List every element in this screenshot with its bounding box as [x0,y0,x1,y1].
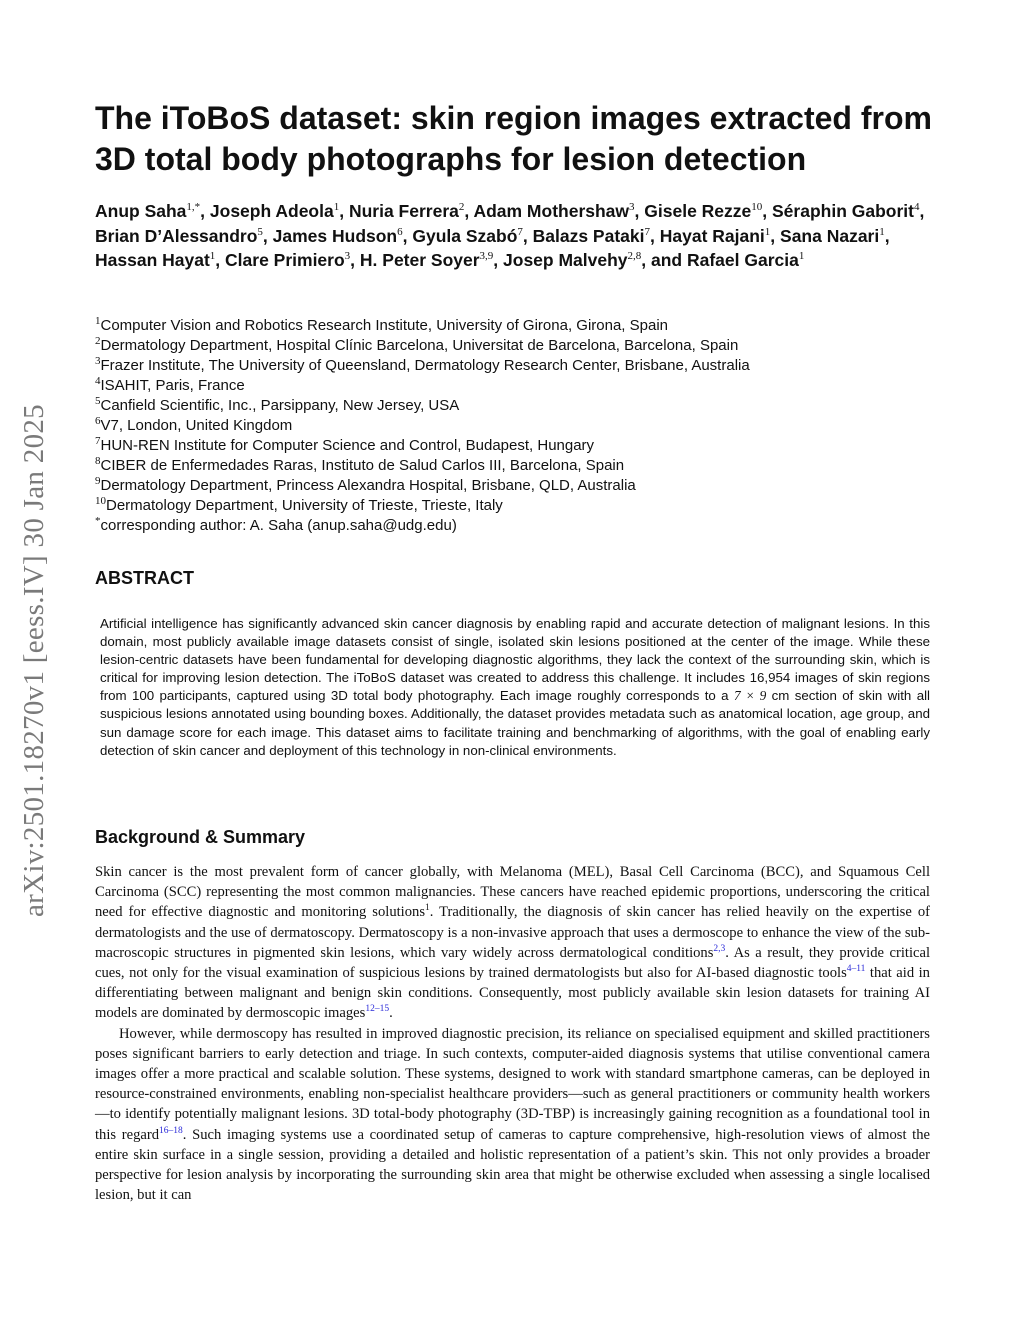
affiliation-text: corresponding author: A. Saha (anup.saha@udg.edu) [100,517,457,534]
author-name: Séraphin Gaborit [772,201,914,221]
author-affiliation-mark: 4 [913,201,920,214]
body-text-segment: . Such imaging systems use a coordinated setup of cameras to capture comprehensive, high-resolution views of almost the entire skin surface in a single session, providing a detailed and holistic representation of a patient’s skin. This not only provides a broader perspective for lesion analysis by incorporating the surrounding skin area that might be otherwise excluded when assessing a single localised lesion, but it can [95,1126,930,1204]
body-text-segment: that aid in differentiating between malignant and benign skin conditions. Consequently, most publicly available skin lesion datasets for training AI models are dominated by dermoscopic images [95,965,930,1022]
body-text-segment: . Traditionally, the diagnosis of skin cancer has relied heavily on the expertise of dermatologists and the use of dermatoscopy. Dermatoscopy is a non-invasive approach that uses a dermoscope to enhance the view of the sub-macroscopic structures in pigmented skin lesions, which vary widely across dermatological conditions [95,904,930,961]
author [473,201,634,221]
author [95,250,215,270]
abstract-text-part: cm section of skin with all suspicious lesions annotated using bounding boxes. Additionally, the dataset provides metadata such as anatomical location, age group, and sun damage score for each image. This dataset aims to facilitate training and benchmarking of algorithms, with the goal of enabling early detection of skin cancer and deployment of this technology in non-clinical environments. [100,688,930,758]
author-name: Balazs Pataki [532,225,645,246]
author [772,201,919,221]
abstract-heading: ABSTRACT [95,568,194,588]
affiliation-item [95,316,945,336]
affiliation-mark: 6 [95,415,101,427]
body-text-segment: . [389,1005,393,1022]
author-name: Joseph Adeola [209,201,334,221]
affiliation-text: CIBER de Enfermedades Raras, Instituto de Salud Carlos III, Barcelona, Spain [100,457,625,474]
arxiv-identifier-text: arXiv:2501.18270v1 [eess.IV] 30 Jan 2025 [17,403,50,917]
affiliation-mark: 7 [95,435,101,447]
affiliation-text: Computer Vision and Robotics Research Institute, University of Girona, Girona, Spain [100,317,668,334]
author-name: Rafael Garcia [686,250,799,270]
affiliation-item [95,396,945,416]
affiliation-mark: * [95,515,101,527]
body-text-segment: However, while dermoscopy has resulted in improved diagnostic precision, its reliance on specialised equipment and skilled practitioners poses significant barriers to early detection and triage. In such contexts, computer-aided diagnosis systems that utilise conventional camera images offer a more practical and scalable solution. These systems, designed to work with standard smartphone cameras, can be deployed in resource-constrained environments, enabling non-specialist healthcare providers—such as general practitioners or community health workers—to identify potentially malignant lesions. 3D total-body photography (3D-TBP) is increasingly gaining recognition as a foundational tool in this regard [95,1025,930,1143]
body-text-segment: Skin cancer is the most prevalent form of cancer globally, with Melanoma (MEL), Basal Cell Carcinoma (BCC), and Squamous Cell Carcinoma (SCC) representing the most common malignancies. These cancers have reached epidemic proportions, underscoring the critical need for effective diagnostic and monitoring solutions [95,864,930,921]
affiliation-list [95,316,945,536]
author-name: Clare Primiero [225,250,345,270]
affiliation-mark: 3 [95,355,101,367]
affiliation-mark: 10 [95,495,106,507]
citation-link[interactable]: 2,3 [713,943,726,954]
author [95,226,263,246]
author-affiliation-mark: 3 [344,250,351,263]
author-affiliation-mark: 1,* [186,201,201,214]
author-affiliation-mark: 7 [644,225,650,238]
affiliation-item [95,376,945,396]
affiliation-item [95,336,945,356]
affiliation-mark: 9 [95,475,101,487]
affiliation-text: Dermatology Department, Hospital Clínic Barcelona, Universitat de Barcelona, Barcelona, Spain [100,337,739,354]
author [533,226,650,246]
section-heading-background: Background & Summary [95,827,306,847]
affiliation-text: ISAHIT, Paris, France [100,377,245,394]
affiliation-text: HUN-REN Institute for Computer Science and Control, Budapest, Hungary [100,437,595,454]
affiliation-mark: 5 [95,395,101,407]
author [210,201,339,221]
section-body-background [95,862,930,1205]
author-name: Gisele Rezze [644,201,752,221]
affiliation-item [95,516,945,536]
author [360,250,493,270]
author [780,226,885,246]
author-affiliation-mark: 10 [751,201,763,214]
author-name: Anup Saha [95,201,187,221]
affiliation-mark: 2 [95,335,101,347]
author-name: Nuria Ferrera [348,201,459,221]
author-name: Adam Mothershaw [473,201,630,221]
citation-link[interactable]: 1 [425,903,430,914]
author-name: Hayat Rajani [659,225,765,246]
author [660,226,771,246]
author-list: Anup Saha$^{1,*}$, Joseph Adeola$^1$, Nuria Ferrera$^2$, Adam Mothershaw$^3$, Gisele Rezze$^{10}$, Séraphin Gaborit$^4$, Brian D’Alessandro$^5$, James Hudson$^6$, Gyula Szabó$^7$, Balazs Pataki$^7$, Hayat Rajani$^1$, Sana Nazari$^1$, Hassan Hayat$^1$, Clare Primiero$^3$, H. Peter Soyer$^{3,9}$, Josep Malvehy$^{2,8}$, and Rafael Garcia$^1$ [95,201,925,270]
paper-title: The iToBoS dataset: skin region images extracted from 3D total body photographs for lesion detection [95,100,932,177]
author [644,201,762,221]
affiliation-mark: 4 [95,375,101,387]
author-affiliation-mark: 1 [798,250,805,263]
body-text-segment: . As a result, they provide critical cues, not only for the visual examination of suspicious lesions by trained dermatologists but also for AI-based diagnostic tools [95,944,931,982]
author-affiliation-mark: 6 [397,225,403,238]
abstract-text-part: Artificial intelligence has significantly advanced skin cancer diagnosis by enabling rapid and accurate detection of malignant lesions. In this domain, most publicly available image datasets consist of single, isolated skin lesions positioned at the center of the image. While these lesion-centric datasets have been fundamental for developing diagnostic algorithms, they lack the context of the surrounding skin, which is critical for improving lesion detection. The iToBoS dataset was created to address this challenge. It includes 16,954 images of skin regions from 100 participants, captured using 3D total body photography. Each image roughly corresponds to a [100,616,930,704]
affiliation-item [95,436,945,456]
affiliation-item [95,456,945,476]
author-name: Gyula Szabó [412,225,518,246]
citation-link[interactable]: 4–11 [846,964,866,975]
affiliation-item [95,356,945,376]
author-name: Brian D’Alessandro [95,225,258,246]
author-name: Josep Malvehy [503,250,628,270]
affiliation-text: Dermatology Department, University of Trieste, Trieste, Italy [106,497,503,514]
author [687,250,804,270]
body-paragraph [95,1024,930,1206]
affiliation-text: Canfield Scientific, Inc., Parsippany, New Jersey, USA [100,397,460,414]
author-affiliation-mark: 7 [517,225,523,238]
author-name: H. Peter Soyer [359,250,480,270]
author-affiliation-mark: 2,8 [627,250,642,263]
affiliation-mark: 8 [95,455,101,467]
author-affiliation-mark: 1 [333,201,340,214]
author [95,201,200,221]
affiliation-item [95,416,945,436]
abstract-math-dimensions: 7 × 9 [733,688,767,704]
author-name: James Hudson [272,225,398,246]
body-paragraph [95,862,930,1024]
author [225,250,350,270]
abstract-text [100,615,930,760]
affiliation-text: Frazer Institute, The University of Queensland, Dermatology Research Center, Brisbane, Australia [100,357,750,374]
arxiv-identifier-stamp [14,365,54,955]
author-affiliation-mark: 5 [257,225,263,238]
citation-link[interactable]: 16–18 [159,1125,183,1136]
author-name: Sana Nazari [780,225,880,246]
author-affiliation-mark: 1 [209,250,216,263]
affiliation-text: Dermatology Department, Princess Alexandra Hospital, Brisbane, QLD, Australia [100,477,636,494]
author [273,226,403,246]
author-affiliation-mark: 2 [458,201,465,214]
affiliation-item [95,476,945,496]
author [412,226,523,246]
author-affiliation-mark: 1 [764,225,771,238]
author-affiliation-mark: 3,9 [479,250,494,263]
affiliation-mark: 1 [95,315,101,327]
author-name: Hassan Hayat [95,250,210,270]
author [503,250,641,270]
author-affiliation-mark: 1 [879,225,885,238]
citation-link[interactable]: 12–15 [365,1004,390,1015]
affiliation-text: V7, London, United Kingdom [100,417,293,434]
author [349,201,464,221]
author-affiliation-mark: 3 [629,201,635,214]
affiliation-item [95,496,945,516]
